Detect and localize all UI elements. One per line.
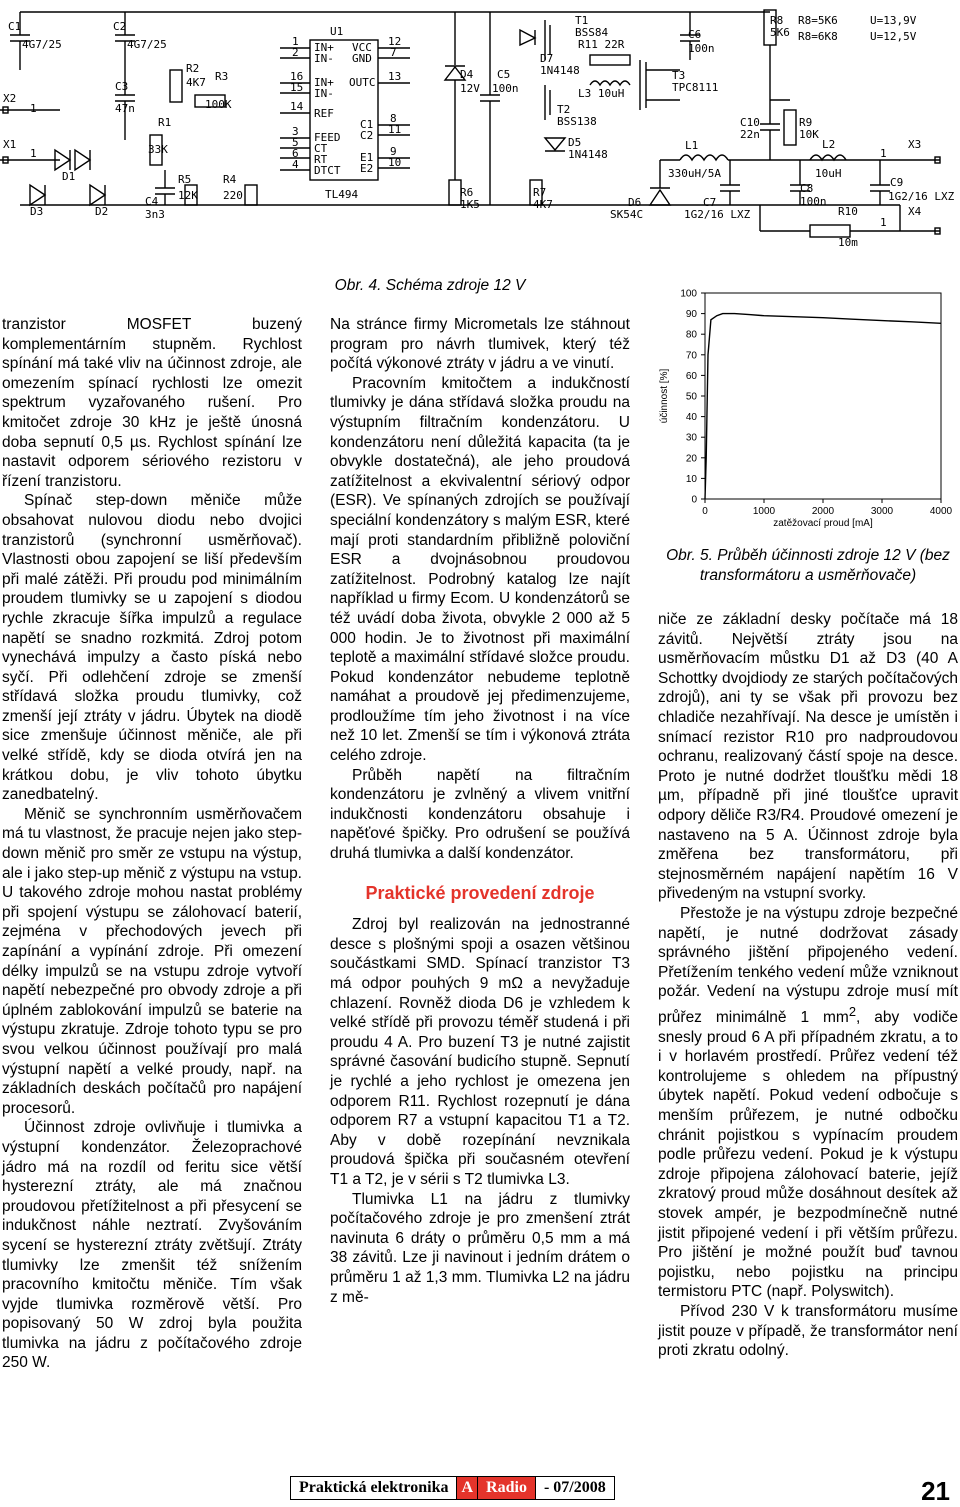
svg-text:RT: RT: [314, 153, 328, 166]
svg-text:R11 22R: R11 22R: [578, 38, 625, 51]
svg-text:IN+: IN+: [314, 76, 334, 89]
svg-text:D7: D7: [540, 52, 554, 65]
svg-text:R3: R3: [215, 70, 229, 83]
page-footer: [290, 1476, 615, 1500]
svg-text:13: 13: [388, 70, 402, 83]
svg-text:R8: R8: [770, 14, 784, 27]
paragraph: niče ze základní desky počítače má 18 závitů. Největší ztráty jsou na usměrňovacím můstku D1 až D3 (40 A Schottky dvojdiody ze starých počítačových zdrojů), ani ty se však při provozu bez chladiče nezahřívají. Na desce je umístěn i snímací rezistor R10 pro nadproudovou ochranu, realizovaný částí spoje na desce. Proto je nutné dodržet tloušťku mědi 18 µm, případně při jiné tloušťce upravit odpory děliče R3/R4. Proudové omezení je nastaveno na 5 A. Účinnost zdroje byla změřena bez transformátoru, při stejnosměrném napájení napětím 16 V přivedeným na vstupní svorky.: [658, 611, 958, 903]
svg-text:220: 220: [223, 189, 243, 202]
paragraph: tranzistor MOSFET buzený komplementárním stupněm. Rychlost spínání má také vliv na účinnost zdroje, ale omezením spínací rychlosti lze omezit spektrum vyzařovaného rušení. Pro kmitočet zdroje 30 kHz je ještě únosná doba sepnutí 0,5 µs. Rychlost spínání lze nastavit odporem sériového rezistoru v řízení tranzistoru.: [2, 316, 302, 490]
svg-text:R8=5K6: R8=5K6: [798, 14, 838, 27]
svg-text:U1: U1: [330, 25, 344, 38]
svg-text:BSS138: BSS138: [557, 115, 597, 128]
svg-text:R8=6K8: R8=6K8: [798, 30, 838, 43]
page-number: 21: [921, 1476, 950, 1506]
section-heading: Praktické provedení zdroje: [365, 882, 595, 903]
paragraph: Pracovním kmitočtem a indukčností tlumivky je dána střídavá složka proudu na výstupním filtračním kondenzátoru. U kondenzátoru není důležitá kapacita (ta je obvykle dostatečná), ale jeho proudová zatížitelnost a ekvivalentní sériový odpor (ESR). Ve spínaných zdrojích se používají speciální kondenzátory s malým ESR, které mají proti standardním přibližně poloviční ESR a dvojnásobnou proudovou zatížitelnost. Podrobný katalog lze najít například u firmy Ecom. U kondenzátorů se též uvádí doba života, obvykle 2 000 až 5 000 hodin. Je to životnost při maximální teplotě a maximální střídavé složce proudu. Pokud kondenzátor nebudeme teplotně namáhat a proudově jej předimenzujeme, prodloužíme tím jeho životnost i na více než 10 let. Zmenší se tím i výkonová ztráta celého zdroje.: [330, 374, 630, 765]
svg-text:IN-: IN-: [314, 52, 334, 65]
svg-text:C10: C10: [740, 116, 760, 129]
x-tick-label: 0: [702, 506, 708, 517]
svg-text:D2: D2: [95, 205, 109, 218]
svg-text:T2: T2: [557, 103, 571, 116]
svg-text:L1: L1: [685, 139, 699, 152]
svg-text:12K: 12K: [178, 189, 198, 202]
svg-text:100K: 100K: [205, 98, 232, 111]
y-tick-label: 90: [685, 309, 697, 321]
y-axis-label: účinnost [%]: [659, 368, 670, 424]
svg-text:D1: D1: [62, 170, 76, 183]
svg-text:3n3: 3n3: [145, 208, 165, 221]
svg-text:C6: C6: [688, 28, 702, 41]
svg-text:GND: GND: [352, 52, 372, 65]
text-column-2: [330, 315, 630, 1307]
paragraph: Přívod 230 V k transformátoru musíme jistit pouze v případě, že transformátor není proti zkratu odolný.: [658, 1302, 958, 1360]
svg-text:E2: E2: [360, 162, 374, 175]
svg-text:R2: R2: [186, 62, 200, 75]
paragraph: Účinnost zdroje ovlivňuje i tlumivka a výstupní kondenzátor. Železoprachové jádro má na rozdíl od feritu sice větší hysterezní ztráty, ale má značnou proudovou přetížitelnost a při přesycení se indukčnost náhle neztratí. Zvyšováním sycení se hysterezní ztráty zvětšují. Ztráty tlumivky lze zmenšit též snížením pracovního kmitočtu měniče. Tím však vyjde tlumivka rozměrově větší. Pro popisovaný 50 W zdroj byla použita tlumivka na jádru z počítačového zdroje 250 W.: [2, 1119, 302, 1372]
svg-text:TPC8111: TPC8111: [672, 81, 719, 94]
svg-text:4: 4: [292, 158, 299, 171]
svg-text:T3: T3: [672, 69, 686, 82]
paragraph: Průběh napětí na filtračním kondenzátoru je zvlněný a vlivem vnitřní indukčnosti kondenzátoru obsahuje i napěťové špičky. Pro odrušení se používá druhá tlumivka a další kondenzátor.: [330, 766, 630, 863]
svg-text:5K6: 5K6: [770, 26, 790, 39]
svg-text:X4: X4: [908, 205, 922, 218]
plot-frame: [705, 293, 941, 499]
svg-text:C1: C1: [360, 118, 374, 131]
svg-text:OUTC: OUTC: [349, 76, 376, 89]
svg-text:C9: C9: [890, 176, 904, 189]
paragraph: Na stránce firmy Micrometals lze stáhnout program pro návrh tlumivek, který též počítá výkonové ztráty v jádru a ve vinutí.: [330, 316, 630, 373]
svg-text:C2: C2: [113, 20, 127, 33]
y-tick-label: 60: [685, 370, 697, 382]
x-tick-label: 1000: [752, 506, 776, 517]
svg-text:1: 1: [292, 35, 299, 48]
figure-4-caption: Obr. 4. Schéma zdroje 12 V: [334, 277, 526, 294]
text-column-3: [658, 610, 958, 1361]
svg-text:L3 10uH: L3 10uH: [578, 87, 625, 100]
magazine-radio: Radio: [478, 1476, 536, 1500]
svg-text:C4: C4: [145, 195, 159, 208]
efficiency-line: [705, 314, 941, 499]
figure-5-caption: Obr. 5. Průběh účinnosti zdroje 12 V (bez transformátoru a usměrňovače): [666, 547, 950, 584]
svg-text:10uH: 10uH: [815, 167, 842, 180]
svg-text:R1: R1: [158, 116, 172, 129]
efficiency-chart: [655, 285, 960, 535]
svg-text:IN+: IN+: [314, 41, 334, 54]
svg-text:D6: D6: [628, 196, 642, 209]
svg-text:U=13,9V: U=13,9V: [870, 14, 917, 27]
x-tick-label: 3000: [870, 506, 894, 517]
x-axis-label: zatěžovací proud [mA]: [773, 518, 873, 529]
svg-text:10: 10: [388, 156, 402, 169]
text-column-1: [2, 315, 302, 1373]
svg-text:100n: 100n: [492, 82, 519, 95]
svg-text:11: 11: [388, 123, 402, 136]
svg-text:CT: CT: [314, 142, 328, 155]
svg-text:R7: R7: [533, 186, 547, 199]
svg-text:33K: 33K: [148, 143, 168, 156]
paragraph: Měnič se synchronním usměrňovačem má tu vlastnost, že pracuje nejen jako step-down měnič pro směr ze vstupu na výstup, ale i jako step-up měnič z výstupu na vstup. U takového zdroje mohou nastat problémy při spojení výstupu se zálohovací baterií, zejména v přechodových jevech při zapínání a vypínání zdroje. Při omezení délky impulzů se na vstupu zdroje vytvoří napětí nebezpečné pro obvody zdroje a při úplném zablokování impulzů se baterie na výstupu zkratuje. Zdroje tohoto typu se pro svou velkou účinnost používají pro malá výstupní napětí a velké proudy, např. na základních deskách počítačů pro napájení procesorů.: [2, 805, 302, 1117]
y-tick-label: 70: [685, 350, 697, 362]
svg-text:330uH/5A: 330uH/5A: [668, 167, 721, 180]
svg-text:C1: C1: [8, 20, 22, 33]
svg-text:D3: D3: [30, 205, 44, 218]
svg-text:10K: 10K: [799, 128, 819, 141]
issue-number: - 07/2008: [536, 1476, 615, 1500]
svg-text:1: 1: [880, 147, 887, 160]
svg-text:4K7: 4K7: [533, 198, 553, 211]
x-tick-label: 4000: [929, 506, 953, 517]
svg-text:E1: E1: [360, 151, 374, 164]
schematic-diagram: [0, 0, 960, 250]
svg-text:1N4148: 1N4148: [540, 64, 580, 77]
svg-text:BSS84: BSS84: [575, 26, 609, 39]
paragraph: Přestože je na výstupu zdroje bezpečné napětí, je nutné dodržovat zásady správného jištění připojeného vedení. Přetížením tenkého vedení může vzniknout požár. Vedení na výstupu zdroje musí mít průřez minimálně 1 $mm^2$, aby vodiče snesly proud 6 A při případném zkratu, a to i v horlavém prostředí. Průřez vedení též kontrolujeme s ohledem na přípustný úbytek napětí. Pokud vedení odbočuje s menším průřezem, je nutné odbočku chránit pojistkou s vypínacím proudem podle průřezu vedení. Pokud je k výstupu zdroje připojena zálohovací baterie, jejíž zkratový proud může dosáhnout desítek až stovek ampér, je bezpodmínečně nutné jistit připojené vedení i při větším průřezu. Pro jištění je možné použít buď tavnou pojistku, nebo pojistku na principu termistoru PTC (např. Polyswitch).: [658, 904, 958, 1301]
svg-text:47n: 47n: [115, 102, 135, 115]
svg-text:2: 2: [292, 46, 299, 59]
svg-text:C5: C5: [497, 68, 511, 81]
svg-text:U=12,5V: U=12,5V: [870, 30, 917, 43]
magazine-name: Praktická elektronika: [290, 1476, 457, 1500]
svg-text:DTCT: DTCT: [314, 164, 341, 177]
svg-text:IN-: IN-: [314, 87, 334, 100]
magazine-a: A: [457, 1476, 478, 1500]
svg-text:X3: X3: [908, 138, 922, 151]
svg-text:100n: 100n: [688, 42, 715, 55]
svg-text:C2: C2: [360, 129, 374, 142]
svg-text:VCC: VCC: [352, 41, 372, 54]
svg-text:R5: R5: [178, 173, 192, 186]
svg-text:R4: R4: [223, 173, 237, 186]
y-tick-label: 10: [685, 473, 697, 485]
svg-text:R10: R10: [838, 205, 858, 218]
svg-text:1G2/16 LXZ: 1G2/16 LXZ: [684, 208, 751, 221]
svg-text:1G2/16 LXZ: 1G2/16 LXZ: [888, 190, 955, 203]
svg-text:R9: R9: [799, 116, 813, 129]
svg-text:16: 16: [290, 70, 304, 83]
y-tick-label: 50: [685, 391, 697, 403]
paragraph: Spínač step-down měniče může obsahovat nulovou diodu nebo dvojici tranzistorů (synchronní usměrňovač). Vlastnosti obou zapojení se liší především při malé zátěži. Při proudu pod minimálním proudem tlumivky se u zapojení s diodou rychle zkracuje šířka impulzů a regulace napětí se snadno rozkmitá. Zdroj potom vynechává impulzy a často píská nebo syčí. Při odlehčení zdroje se zmenší střídavá složka proudu tlumivky, což zmenší její ztráty v jádru. Úbytek na diodě sice zmenšuje účinnost měniče, ale při velké střídě, kdy se dioda otvírá jen na krátkou dobu, je vliv tohoto úbytku zanedbatelný.: [2, 492, 302, 804]
svg-text:1K5: 1K5: [460, 198, 480, 211]
svg-text:X1: X1: [3, 138, 17, 151]
svg-text:X2: X2: [3, 92, 17, 105]
svg-text:4K7: 4K7: [186, 76, 206, 89]
svg-text:FEED: FEED: [314, 131, 341, 144]
y-tick-label: 100: [680, 288, 697, 300]
svg-text:D4: D4: [460, 68, 474, 81]
svg-text:22n: 22n: [740, 128, 760, 141]
svg-text:REF: REF: [314, 107, 334, 120]
y-tick-label: 0: [691, 494, 697, 506]
svg-text:9: 9: [390, 145, 397, 158]
svg-text:7: 7: [390, 46, 397, 59]
svg-text:12: 12: [388, 35, 402, 48]
svg-text:4G7/25: 4G7/25: [127, 38, 167, 51]
svg-text:SK54C: SK54C: [610, 208, 644, 221]
svg-text:C8: C8: [800, 182, 814, 195]
svg-text:C3: C3: [115, 80, 129, 93]
paragraph: Zdroj byl realizován na jednostranné desce s plošnými spoji a osazen většinou součástkami SMD. Spínací tranzistor T3 má odpor pouhých 9 mΩ a nevyžaduje chlazení. Rovněž dioda D6 je vzhledem k velké střídě při provozu téměř studená i při proudu 4 A. Pro buzení T3 je nutné zajistit správné časování budicího stupně. Sepnutí je rychlé a jeho rychlost je omezena jen odporem R11. Rychlost rozepnutí je dána odporem R7 a vstupní kapacitou T1 a T2. Aby v době rozepínání nevznikala proudová špička při současném otevření T1 a T2, je v sérii s T2 tlumivka L3.: [330, 916, 630, 1188]
svg-text:C7: C7: [703, 196, 717, 209]
svg-text:5: 5: [292, 136, 299, 149]
y-tick-label: 40: [685, 412, 697, 424]
paragraph: Tlumivka L1 na jádru z tlumivky počítačového zdroje je pro zmenšení ztrát navinuta 6 dráty o průměru 0,5 mm a má 38 závitů. Lze ji navinout i jedním drátem o průměru 1 až 1,3 mm. Tlumivka L2 na jádru z mě-: [330, 1190, 630, 1306]
svg-text:4G7/25: 4G7/25: [22, 38, 62, 51]
svg-text:TL494: TL494: [325, 188, 359, 201]
svg-text:3: 3: [292, 125, 299, 138]
svg-text:12V: 12V: [460, 82, 480, 95]
svg-text:6: 6: [292, 147, 299, 160]
y-tick-label: 20: [685, 453, 697, 465]
svg-text:1: 1: [30, 102, 37, 115]
svg-text:D5: D5: [568, 136, 582, 149]
svg-text:L2: L2: [822, 138, 836, 151]
svg-text:R6: R6: [460, 186, 474, 199]
y-tick-label: 80: [685, 329, 697, 341]
y-tick-label: 30: [685, 432, 697, 444]
x-tick-label: 2000: [811, 506, 835, 517]
svg-text:1: 1: [30, 147, 37, 160]
svg-text:10m: 10m: [838, 236, 858, 249]
svg-text:15: 15: [290, 81, 304, 94]
svg-text:8: 8: [390, 112, 397, 125]
svg-text:100n: 100n: [800, 195, 827, 208]
svg-text:1: 1: [880, 216, 887, 229]
svg-text:1N4148: 1N4148: [568, 148, 608, 161]
svg-text:14: 14: [290, 100, 304, 113]
svg-text:T1: T1: [575, 14, 589, 27]
